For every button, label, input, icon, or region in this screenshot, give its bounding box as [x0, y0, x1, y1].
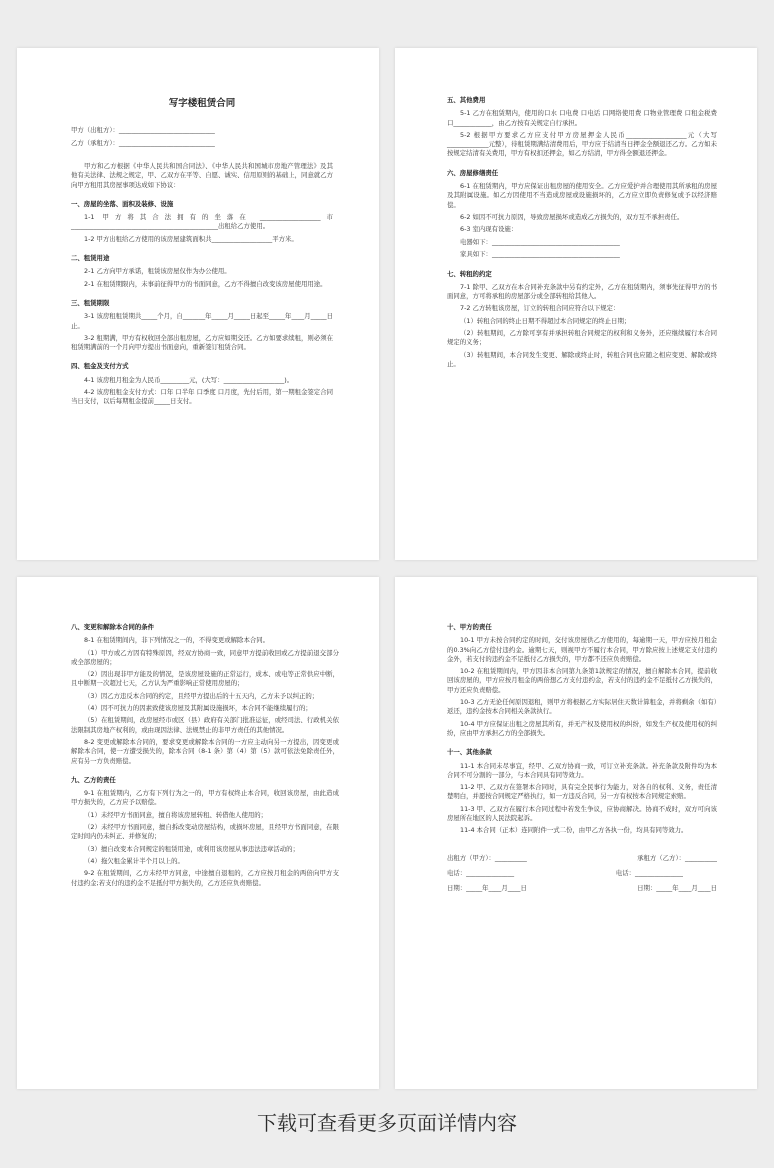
- clause-11-3: 11-3 甲、乙双方在履行本合同过程中若发生争议，应协商解决。协商不成时，双方可向该房屋所在地区的人民法院起诉。: [447, 804, 717, 823]
- date-row: [447, 884, 717, 893]
- clause-8-1-item: （5）在租赁期间，改房屋经市或区（县）政府有关部门批准运征，或经司法、行政机关依法限制其房地产权利的，或由现因法律、法规禁止的非甲方责任的其他情况。: [71, 716, 339, 734]
- section-heading: 一、房屋的坐落、面积及装修、设施: [71, 199, 174, 208]
- clause-8-1-item: （1）甲方或乙方因有特殊原因，经双方协商一致，同意甲方提前收回或乙方提前退交部分或全部房屋的；: [71, 648, 339, 666]
- clause-9-1: 9-1 在租赁期内，乙方有下列行为之一的，甲方有权终止本合同，收回该房屋，由此造成甲方损失的，乙方应予以赔偿。: [71, 789, 339, 807]
- clause-11-1: 11-1 本合同未尽事宜，经甲、乙双方协商一致，可订立补充条款。补充条款及附件均为本合同不可分割的一部分，与本合同具有同等效力。: [447, 761, 717, 779]
- clause-9-1-item: （2）未经甲方书面同意，擅自拆改变动房屋结构，或损坏房屋，且经甲方书面同意，在限定时间内仍未纠正、并修复的；: [71, 823, 339, 841]
- section-heading: 七、转租的约定: [447, 269, 492, 278]
- clause-10-2: 10-2 在租赁期间内，甲方因非本合同第九条第1款规定的情况，擅自解除本合同，提前收回该房屋的，甲方应按月租金的两倍想乙方支付违约金，若支付的违约金不足抵付乙方损失的，甲方还应负责赔偿。: [447, 667, 717, 694]
- document-page-3: [17, 577, 379, 1089]
- clause-4-1: 4-1 该房租月租金为人民币_________元，(大写：___________________)。: [84, 375, 294, 384]
- clause-9-1-item: （1）未经甲方书面同意，擅自将该房屋转租、转借他人使用的；: [84, 810, 268, 819]
- section-heading: 九、乙方的责任: [71, 775, 116, 784]
- clause-7-2-item: （3）转租期间，本合同发生变更、解除或终止时，转租合同也应随之相应变更、解除或终止。: [447, 350, 717, 368]
- clause-10-3: 10-3 乙方无论任何原因退租，则甲方将根据乙方实际居住天数计算租金，并将剩余（如有）返还，违约金按本合同相关条款执行。: [447, 698, 717, 716]
- clause-8-2: 8-2 变更或解除本合同的，要求变更或解除本合同的一方应主动向另一方提出，因变更或解除本合同，使一方遭受损失的，除本合同（8-1 条）第（4）第（5）款可依法免除责任外，应有另一方负责赔偿。: [71, 737, 339, 765]
- clause-8-1-item: （2）因出现非甲方能及的情况，是该房屋设施的正常运行，成本、或电等正常供应中断，且中断期一次超过七天，乙方认为严重影响正常使用房屋的；: [71, 670, 339, 688]
- clause-6-1: 6-1 在租赁期内，甲方应保证出租房屋的使用安全。乙方应爱护并合理使用其所承租的房屋及其附属设施。如乙方因使用不当造成房屋或设施损坏的，乙方应立即负责修复或予以经济赔偿。: [447, 182, 717, 209]
- clause-8-1-item: （4）因不可抗力的因素致使该房屋及其附属设施损坏，本合同不能继续履行的；: [84, 704, 312, 713]
- clause-10-1: 10-1 甲方未按合同约定的时间，交付该房屋供乙方使用的，每逾期一天，甲方应按月租金的0.3%向乙方偿付违约金。逾期七天，则视甲方不履行本合同，甲方除应按上述规定支付违约金外，若支付的违约金不足抵付乙方损失的，甲方都不还应负责赔偿。: [447, 636, 717, 663]
- clause-10-4: 10-4 甲方应保证出租之房屋其所有，并无产权及使用权的纠纷，如发生产权及使用权的纠纷，应由甲方承担乙方的全部损失。: [447, 719, 717, 737]
- section-heading: 十一、其他条款: [447, 748, 492, 757]
- document-page-4: [395, 577, 757, 1089]
- section-heading: 四、租金及支付方式: [71, 362, 129, 371]
- clause-3-2: 3-2 租期满，甲方有权收回全部出租房屋，乙方应如期交还。乙方如要求续租，则必须在租赁期满前的一个月向甲方提出书面意向，重新签订租赁合同。: [71, 333, 333, 352]
- clause-2-1: 2-1 乙方向甲方承诺，租赁该房屋仅作为办公使用。: [84, 267, 231, 276]
- document-title: 写字楼租赁合同: [168, 98, 236, 109]
- section-heading: 五、其他费用: [447, 96, 486, 104]
- clause-7-2: 7-2 乙方转租该房屋，订立的转租合同应符合以下规定：: [460, 304, 620, 313]
- phone-row: [447, 869, 717, 878]
- clause-7-1: 7-1 除甲、乙双方在本合同补充条款中另有约定外，乙方在租赁期内，须事先征得甲方的书面同意，方可将承租的房屋部分或全部转租给其他人。: [447, 282, 717, 301]
- section-heading: 三、租赁期限: [71, 298, 110, 307]
- clause-6-3: 6-3 室内现有设施：: [460, 225, 518, 234]
- clause-9-1-item: （4）拖欠租金累计半个月以上的。: [84, 856, 184, 865]
- clause-5-1: 5-1 乙方在租赁期内，使用的口水 口电费 口电话 口网络使用费 口物业管理费 口租金税费 口____________，由乙方按有关规定自行承担。: [447, 109, 717, 127]
- clause-11-2: 11-2 甲、乙双方在签署本合同时，具有完全民事行为能力，对各自的权利、义务，责任清楚明白，并愿按合同规定严格执行，如一方违反合同，另一方有权按本合同规定索赔。: [447, 783, 717, 801]
- clause-5-2: 5-2 根据甲方要求乙方应支付甲方房屋押金人民币___________________元（大写_____________元整），待租赁期满结清费用后，甲方应于结清当日押金全额退还乙方。乙方如未按规定结清有关费用，甲方有权扣还押金，如乙方结清，甲方得全额退还押金。: [447, 130, 717, 158]
- clause-9-2: 9-2 在租赁期间，乙方未经甲方同意，中途擅自退租的，乙方应按月租金的两倍向甲方支付违约金;若支付的违约金不足抵付甲方损失的，乙方还应负责赔偿。: [71, 869, 339, 887]
- lessor-date: 日期：_____年____月____日: [447, 884, 527, 893]
- section-heading: 八、变更和解除本合同的条件: [71, 623, 155, 631]
- download-more-link[interactable]: 下载可查看更多页面详情内容: [257, 1111, 517, 1135]
- clause-7-2-item: （2）转租期间，乙方除可享有并承担转租合同规定的权利和义务外，还应继续履行本合同规定的义务；: [447, 329, 717, 347]
- clause-7-2-item: （1）转租合同的终止日期不得超过本合同规定的终止日期；: [460, 316, 631, 325]
- appliances-line: 电器如下：________________________________________: [460, 237, 620, 246]
- document-page-1: [17, 48, 379, 560]
- clause-8-1: 8-1 在租赁期间内，非下列情况之一的，不得变更或解除本合同。: [84, 636, 270, 645]
- lessor-phone: 电话：_______________: [447, 868, 515, 877]
- signature-row: [447, 854, 717, 863]
- lessor-line: 甲方（出租方）：______________________________: [71, 126, 215, 134]
- clause-11-4: 11-4 本合同（正本）连同附件一式二份，由甲乙方各执一份，均具有同等效力。: [460, 826, 688, 835]
- clause-2-2: 2-1 在租赁期限内，未事前征得甲方的书面同意，乙方不得擅自改变该房屋使用用途。: [84, 279, 327, 288]
- document-page-2: [395, 48, 757, 560]
- section-heading: 二、租赁用途: [71, 254, 110, 263]
- clause-6-2: 6-2 如因不可抗力原因，导致房屋损坏或造成乙方损失的，双方互不承担责任。: [460, 212, 684, 221]
- clause-3-1: 3-1 该房租租赁期共_____个月，自_______年_____月_____日起至_____年____月_____日止。: [71, 312, 333, 330]
- lessor-signature: 出租方（甲方）：__________: [447, 853, 527, 862]
- lessee-phone: 电话：_______________: [615, 868, 683, 877]
- furniture-line: 家具如下：________________________________________: [460, 250, 620, 259]
- section-heading: 十、甲方的责任: [447, 623, 492, 631]
- clause-1-1: 1-1 甲方将其合法拥有的坐落在 ___________________市______________________________________________出租给乙方使用。: [71, 213, 333, 231]
- clause-9-1-item: （3）擅自改变本合同规定的租赁用途，或利用该房屋从事违法违章活动的；: [84, 844, 299, 853]
- clause-4-2: 4-2 该房租租金支付方式：口年 口半年 口季度 口月度，先付后用，第一期租金签定合同当日支付，以后每期租金提前_____日支付。: [71, 388, 333, 406]
- lessee-date: 日期：_____年____月____日: [637, 884, 717, 893]
- clause-1-2: 1-2 甲方出租给乙方使用的该房屋建筑面积共___________________平方米。: [84, 234, 298, 243]
- clause-8-1-item: （3）因乙方违反本合同的约定，且经甲方提出后的十五天内，乙方未予以纠正的；: [84, 691, 319, 700]
- lessee-signature: 承租方（乙方）：__________: [637, 853, 717, 862]
- section-heading: 六、房屋修缮责任: [447, 168, 499, 177]
- lessee-line: 乙方（承租方）：______________________________: [71, 138, 215, 147]
- intro-paragraph: 甲方和乙方根据《中华人民共和国合同法》、《中华人民共和国城市房地产管理法》及其他有关法律、法规之规定，甲、乙双方在平等、自愿、诚实、信用原则的基础上，同意就乙方向甲方租用其房屋事项达成如下协议：: [71, 161, 334, 189]
